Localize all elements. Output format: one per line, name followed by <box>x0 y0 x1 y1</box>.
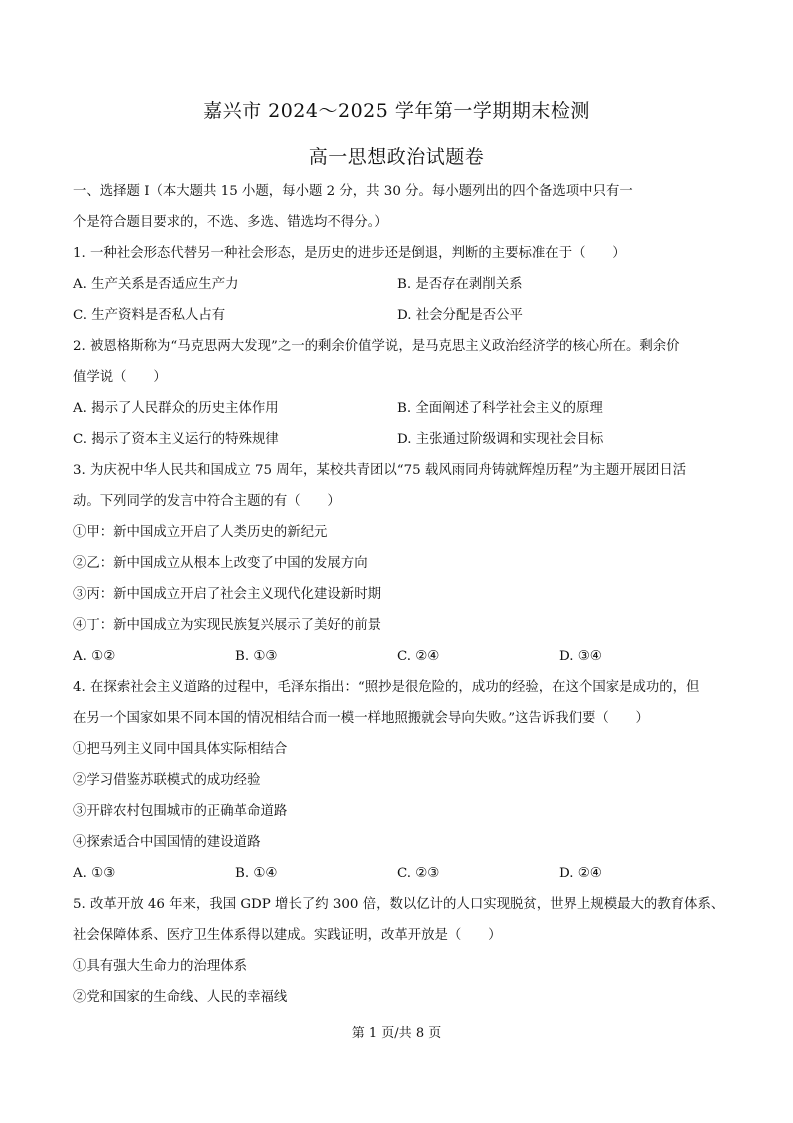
q3-option-a: A. ①② <box>73 649 116 664</box>
exam-title: 嘉兴市 2024～2025 学年第一学期期末检测 <box>203 100 590 122</box>
q1-option-a: A. 生产关系是否适应生产力 <box>73 277 239 292</box>
q3-statement-1: ①甲：新中国成立开启了人类历史的新纪元 <box>73 525 328 540</box>
q2-option-b: B. 全面阐述了科学社会主义的原理 <box>397 401 603 416</box>
q3-option-b: B. ①③ <box>235 649 278 664</box>
q4-stem-line-1: 4. 在探索社会主义道路的过程中，毛泽东指出：“照抄是很危险的，成功的经验，在这个国家是成功的，但 <box>73 680 700 695</box>
q2-stem-line-1: 2. 被恩格斯称为“马克思两大发现”之一的剩余价值学说，是马克思主义政治经济学的核心所在。剩余价 <box>73 339 680 354</box>
q4-stem-line-2: 在另一个国家如果不同本国的情况相结合而一模一样地照搬就会导向失败。”这告诉我们要（ ） <box>73 711 649 726</box>
q2-options-row-2 <box>73 424 723 455</box>
q1-option-c: C. 生产资料是否私人占有 <box>73 308 226 323</box>
q3-options-row <box>73 641 723 672</box>
q5-statement-1: ①具有强大生命力的治理体系 <box>73 959 248 974</box>
q1-option-d: D. 社会分配是否公平 <box>397 308 523 323</box>
q5-stem-line-2: 社会保障体系、医疗卫生体系得以建成。实践证明，改革开放是（ ） <box>73 928 502 943</box>
q3-statement-4: ④丁：新中国成立为实现民族复兴展示了美好的前景 <box>73 618 381 633</box>
q3-statement-3: ③丙：新中国成立开启了社会主义现代化建设新时期 <box>73 587 381 602</box>
q3-statement-2: ②乙：新中国成立从根本上改变了中国的发展方向 <box>73 556 368 571</box>
q1-options-row-2 <box>73 300 723 331</box>
q3-stem-line-2: 动。下列同学的发言中符合主题的有（ ） <box>73 494 341 509</box>
section-heading-line-1: 一、选择题 I（本大题共 15 小题，每小题 2 分，共 30 分。每小题列出的四个备选项中只有一 <box>73 184 633 199</box>
q2-option-c: C. 揭示了资本主义运行的特殊规律 <box>73 432 279 447</box>
section-heading-line-2: 个是符合题目要求的，不选、多选、错选均不得分。） <box>73 215 388 230</box>
q5-statement-2: ②党和国家的生命线、人民的幸福线 <box>73 990 288 1005</box>
q4-statement-1: ①把马列主义同中国具体实际相结合 <box>73 742 288 757</box>
q1-options-row-1 <box>73 269 723 300</box>
exam-content <box>73 176 723 1013</box>
q2-option-d: D. 主张通过阶级调和实现社会目标 <box>397 432 604 447</box>
q4-option-a: A. ①③ <box>73 866 116 881</box>
q4-options-row <box>73 858 723 889</box>
q4-option-d: D. ②④ <box>559 866 602 881</box>
page-footer: 第 1 页/共 8 页 <box>351 1026 442 1041</box>
q2-stem-line-2: 值学说（ ） <box>73 370 167 385</box>
q4-option-b: B. ①④ <box>235 866 278 881</box>
q3-stem-line-1: 3. 为庆祝中华人民共和国成立 75 周年，某校共青团以“75 载风雨同舟铸就辉煌历程”为主题开展团日活 <box>73 463 687 478</box>
q5-stem-line-1: 5. 改革开放 46 年来，我国 GDP 增长了约 300 倍，数以亿计的人口实现脱贫，世界上规模最大的教育体系、 <box>73 897 725 912</box>
q3-option-d: D. ③④ <box>559 649 602 664</box>
exam-subtitle: 高一思想政治试题卷 <box>308 146 485 168</box>
q1-option-b: B. 是否存在剥削关系 <box>397 277 523 292</box>
q2-options-row-1 <box>73 393 723 424</box>
q1-stem: 1. 一种社会形态代替另一种社会形态，是历史的进步还是倒退，判断的主要标准在于（ ） <box>73 246 626 261</box>
q4-statement-3: ③开辟农村包围城市的正确革命道路 <box>73 804 288 819</box>
q2-option-a: A. 揭示了人民群众的历史主体作用 <box>73 401 279 416</box>
q3-option-c: C. ②④ <box>397 649 440 664</box>
q4-statement-4: ④探索适合中国国情的建设道路 <box>73 835 261 850</box>
q4-option-c: C. ②③ <box>397 866 440 881</box>
q4-statement-2: ②学习借鉴苏联模式的成功经验 <box>73 773 261 788</box>
